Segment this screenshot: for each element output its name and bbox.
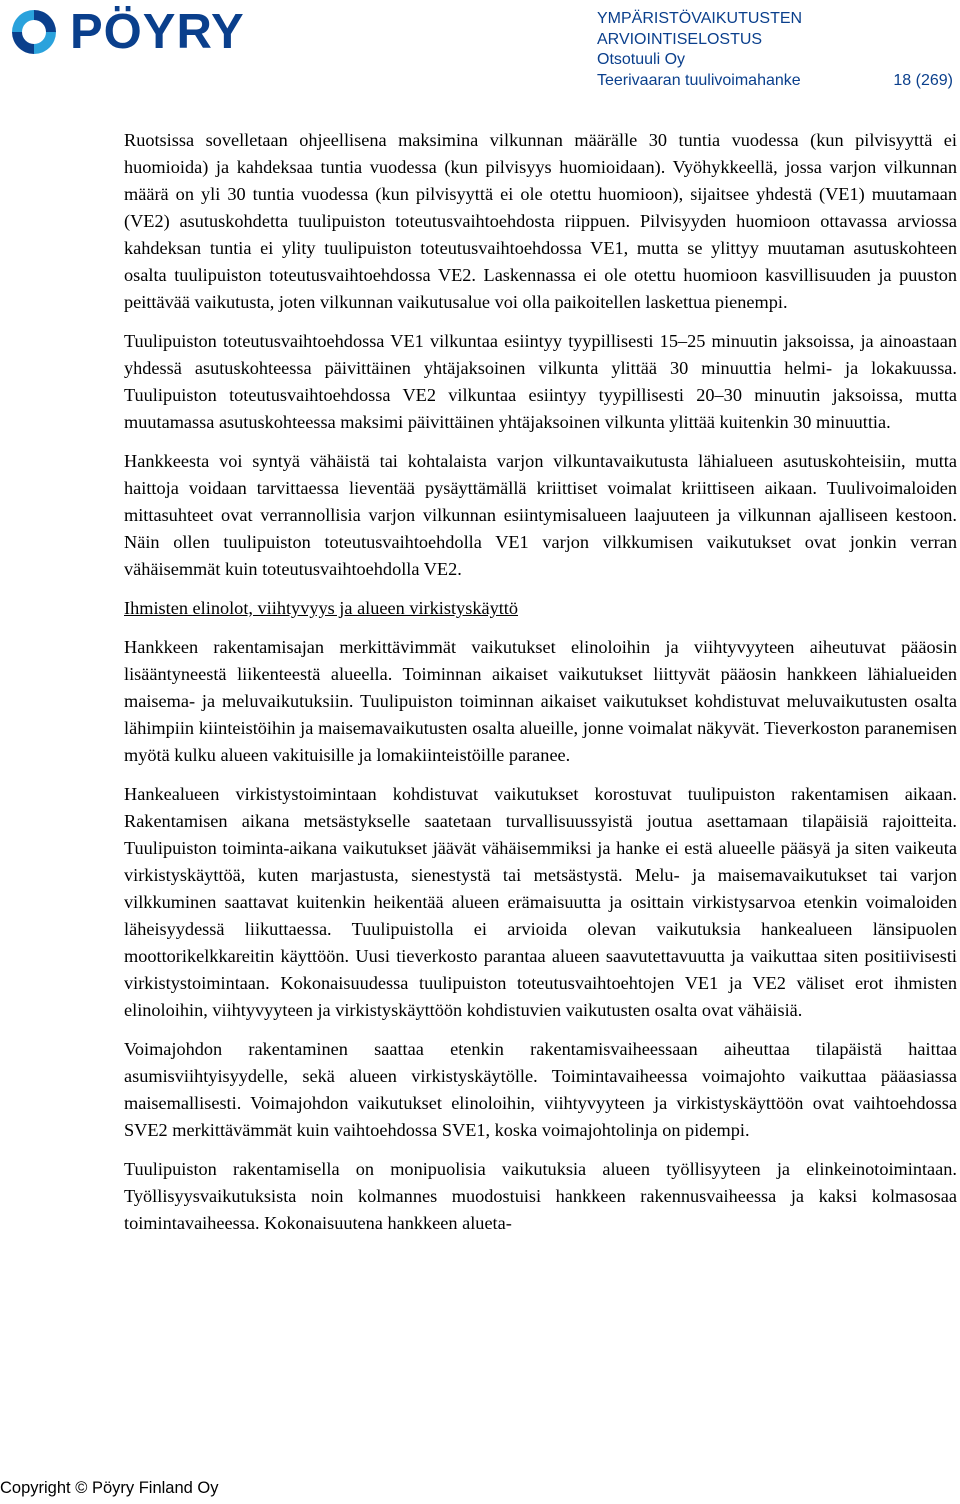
paragraph-6: Voimajohdon rakentaminen saattaa etenkin rakentamisvaiheessaan aiheuttaa tilapäistä haittaa asumisviihtyisyydelle, sekä alueen virkistyskäytölle. Toimintavaiheessa voimajohto vaikuttaa pääasiassa maisemallisesti. Voimajohdon vaikutukset elinoloihin, viihtyvyyteen ja virkistyskäyttöön ovat vaihtoehdossa SVE2 merkittävämmät kuin vaihtoehdossa SVE1, koska voimajohtolinja on pidempi.	[124, 1039, 957, 1140]
paragraph-4: Hankkeen rakentamisajan merkittävimmät vaikutukset elinoloihin ja viihtyvyyteen aiheutuvat pääosin lisääntyneestä liikenteestä alueella. Toiminnan aikaiset vaikutukset liittyvät pääosin hankkeen lähialueiden maisema- ja meluvaikutuksiin. Tuulipuiston toiminnan aikaiset vaikutukset kohdistuvat meluvaikutusten osalta lähimpiin kiinteistöihin ja maisemavaikutusten osalta alueille, jonne voimalat näkyvät. Tieverkoston paranemisen myötä kulku alueen vakituisille ja lomakiinteistöille paranee.	[124, 637, 957, 765]
section-heading: Ihmisten elinolot, viihtyvyys ja alueen virkistyskäyttö	[124, 598, 519, 618]
header-project-row	[597, 71, 957, 92]
document-header	[597, 9, 957, 91]
header-doc-type-2: ARVIOINTISELOSTUS	[597, 30, 763, 48]
paragraph-7: Tuulipuiston rakentamisella on monipuolisia vaikutuksia alueen työllisyyteen ja elinkeinotoimintaan. Työllisyysvaikutuksista noin kolmannes muodostuisi hankkeen rakennusvaiheessa ja kaksi kolmasosaa toimintavaiheessa. Kokonaisuutena hankkeen alueta-	[124, 1159, 957, 1233]
poyry-swirl-logo-icon	[8, 6, 60, 58]
paragraph-3: Hankkeesta voi syntyä vähäistä tai kohtalaista varjon vilkuntavaikutusta lähialueen asutuskohteisiin, mutta haittoja voidaan tarvittaessa lieventää pysäyttämällä kriittiset voimalat kriittiseen aikaan. Tuulivoimaloiden mittasuhteet ovat verrannollisia varjon vilkunnan esiintymisalueen laajuuteen ja vilkunnan ajalliseen kestoon. Näin ollen tuulipuiston toteutusvaihtoehdolla VE1 varjon vilkkumisen vaikutukset ovat jonkin verran vähäisemmät kuin toteutusvaihtoehdolla VE2.	[124, 451, 957, 579]
paragraph-2: Tuulipuiston toteutusvaihtoehdossa VE1 vilkuntaa esiintyy tyypillisesti 15–25 minuutin jaksoissa, ja ainoastaan yhdessä asutuskohteessa päivittäinen yhtäjaksoinen vilkunta ylittää 30 minuuttia helmi- ja lokakuussa. Tuulipuiston toteutusvaihtoehdossa VE2 vilkuntaa esiintyy tyypillisesti 20–30 minuutin jaksoissa, mutta muutamassa asutuskohteessa maksimi päivittäinen yhtäjaksoinen vilkunta ylittää kuitenkin 30 minuuttia.	[124, 331, 957, 432]
header-project: Teerivaaran tuulivoimahanke	[597, 71, 801, 89]
footer-copyright: Copyright © Pöyry Finland Oy	[0, 1479, 219, 1497]
brand-wordmark: PÖYRY	[70, 4, 245, 59]
document-body	[124, 127, 957, 1249]
paragraph-5: Hankealueen virkistystoimintaan kohdistuvat vaikutukset korostuvat tuulipuiston rakentamisen aikaan. Rakentamisen aikana metsästykselle saatetaan turvallisuussyistä joutua asettamaan tilapäisiä rajoitteita. Tuulipuiston toiminta-aikana vaikutukset jäävät vähäisemmiksi ja hanke ei estä alueelle pääsyä ja siten vaikeuta virkistyskäyttöä, kuten marjastusta, sienestystä tai metsästystä. Melu- ja maisemavaikutukset tai varjon vilkkuminen saattavat kuitenkin heikentää alueen erämaisuutta ja osittain virkistysarvoa etenkin voimaloiden läheisyydessä liikuttaessa. Tuulipuistolla ei arvioida olevan vaikutuksia hankealueen länsipuolen moottorikelkkareitin käyttöön. Uusi tieverkosto parantaa alueen saavutettavuutta ja vaikuttaa siten positiivisesti virkistystoimintaan. Kokonaisuudessa tuulipuiston toteutusvaihtoehtojen VE1 ja VE2 väliset erot ihmisten elinoloihin, viihtyvyyteen ja virkistyskäyttöön kohdistuvien vaikutusten osalta ovat vähäisiä.	[124, 784, 957, 1020]
page-number: 18 (269)	[893, 71, 953, 89]
paragraph-1: Ruotsissa sovelletaan ohjeellisena maksimina vilkunnan määrälle 30 tuntia vuodessa (kun pilvisyyttä ei huomioida) ja kahdeksaa tuntia vuodessa (kun pilvisyys huomioidaan). Vyöhykkeellä, jossa varjon vilkunnan määrä on yli 30 tuntia vuodessa (kun pilvisyyttä ei ole otettu huomioon), sijaitsee yhdestä (VE1) muutamaan (VE2) asutuskohdetta tuulipuiston toteutusvaihtoehdosta riippuen. Pilvisyyden huomioon ottavassa arviossa kahdeksan tuntia ei ylity tuulipuiston toteutusvaihtoehdossa VE1, mutta se ylittyy muutaman asutuskohteen osalta tuulipuiston toteutusvaihtoehdossa VE2. Laskennassa ei ole otettu huomioon kasvillisuuden ja puuston peittävää vaikutusta, joten vilkunnan vaikutusalue voi olla paikoitellen laskettua pienempi.	[124, 130, 957, 312]
company-logo	[8, 4, 245, 60]
header-client: Otsotuuli Oy	[597, 51, 686, 68]
header-doc-type-1: YMPÄRISTÖVAIKUTUSTEN	[597, 10, 803, 27]
